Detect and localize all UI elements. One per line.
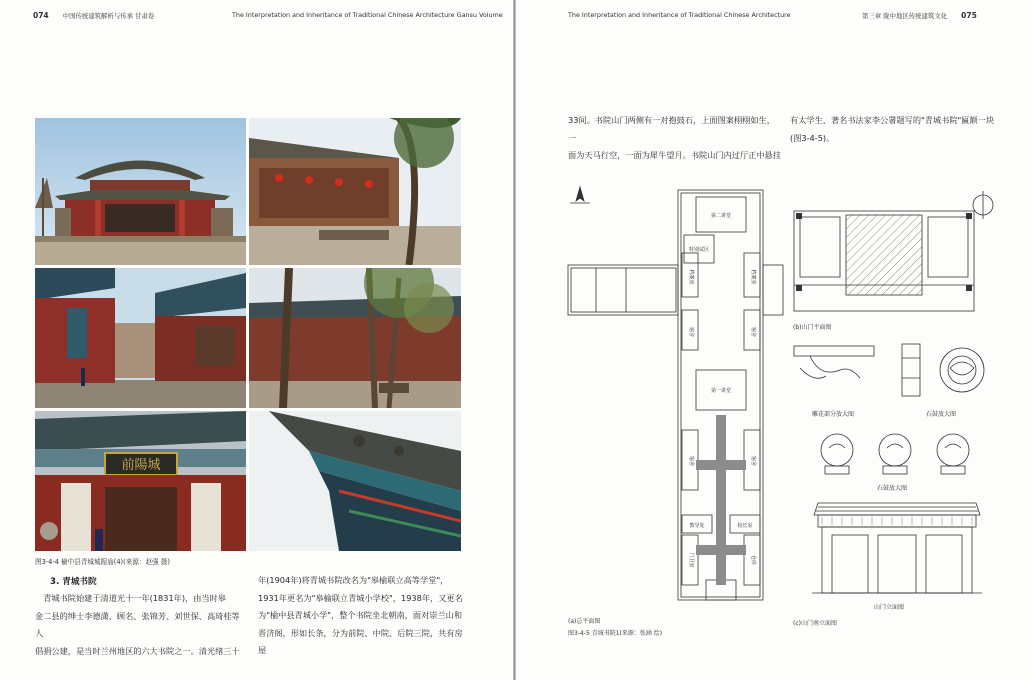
gate-plan-drawing [788,185,1003,320]
book-gutter [513,0,516,680]
fig-c-label: (c)山门南立面图 [793,620,837,627]
photo-temple-stage [35,118,246,265]
fig-stone2-label: 石鼓放大图 [877,485,908,492]
right-col1-text [568,112,783,165]
plan-ls1-label: 档案室 [688,269,694,285]
photo-trees-courtyard [249,268,461,408]
plan-ls2-label: 宿舍 [688,326,694,338]
photo-colourful-corridor [35,268,246,408]
left-col2-line: 1931年更名为"皋榆联立青城小学校"，1938年，又更名 [258,592,463,603]
gate-elevation-drawing [812,495,982,600]
right-col2-line: (图3-4-5)。 [790,132,835,143]
fig-stone1-label: 石鼓放大图 [926,411,957,418]
left-header-cn: 中国传统建筑解析与传承 甘肃卷 [62,12,155,20]
right-header [862,11,977,20]
plan-rs1-label: 档案室 [750,269,756,285]
right-col2-line: 有太学生、著名书法家李公署题写的"青城书院"匾额一块 [790,115,995,125]
photo-academy-gate [35,411,246,551]
plan-teach-label: 教导处 [689,523,705,529]
plan-room1-label: 第一讲堂 [710,388,732,394]
fig-caption: 图3-4-5 青城书院1(来源：张涵 绘) [568,630,663,637]
plan-room2-label: 第二讲堂 [710,213,732,219]
left-col1-line: 青城书院始建于清道光十一年(1831年)，由当时皋 [43,593,226,603]
plan-guard-label: 门卫室 [688,552,694,568]
photo-caption: 图3-4-4 榆中县青城城隍庙(4)(来源：赵强 摄) [35,558,170,566]
right-page-number: 075 [961,11,977,20]
left-header-en: The Interpretation and Inheritance of Traditional Chinese Architecture Gansu Volume [232,11,503,19]
plan-rs2-label: 宿舍 [750,326,756,338]
right-header-en: The Interpretation and Inheritance of Traditional Chinese Architecture [568,11,791,19]
plan-ls3-label: 宿舍 [688,455,694,467]
left-col1-line: 倡捐公建，是当时兰州地区的六大书院之一。清光绪三十 [35,645,240,656]
right-header-cn: 第三章 陇中地区传统建筑文化 [862,12,948,20]
photo-roof-eave [249,411,461,551]
plan-principal-label: 校长室 [737,523,753,529]
left-header [33,11,154,20]
left-col2-line: 年(1904年)将青城书院改名为"皋榆联立高等学堂"， [258,575,449,585]
plan-rs3-label: 宿舍 [750,455,756,467]
fig-a-label: (a)总平面图 [568,618,601,625]
photo-courtyard-hall [249,118,461,265]
site-plan-drawing [566,185,786,610]
left-col2-line: 晋济阁，形如长条，分为前院、中院、后院三院，共有房屋 [258,627,463,655]
fig-brick-label: 雕花部分放大图 [812,411,855,418]
left-col1-line: 金二县的绅士李德潇、顾名、张锦芳、刘世保、高琦桂等人 [35,610,240,638]
plan-special-label: 特别试区 [688,247,710,253]
left-col1-text [35,590,245,660]
left-col2-line: 为"榆中县青城小学"，整个书院坐北朝南，面对崇兰山和 [258,610,463,620]
gate-sign-text: 前陽城 [121,458,161,473]
right-col2-text [790,112,1005,147]
carving-details-drawing [790,338,1005,408]
left-col2-text [258,572,468,660]
section-title: 3. 青城书院 [50,577,97,587]
left-page-number: 074 [33,11,49,20]
plan-store-label: 仓库 [750,554,756,566]
fig-elev-label: 山门立面图 [874,604,905,611]
right-col1-line: 33间。书院山门两侧有一对抱鼓石，上面图案栩栩如生，一 [568,115,775,143]
right-col1-line: 面为天马行空，一面为犀牛望月。书院山门内过厅正中悬挂 [568,150,781,160]
drum-stones-drawing [815,428,975,478]
fig-b-label: (b)山门平面图 [793,324,832,331]
